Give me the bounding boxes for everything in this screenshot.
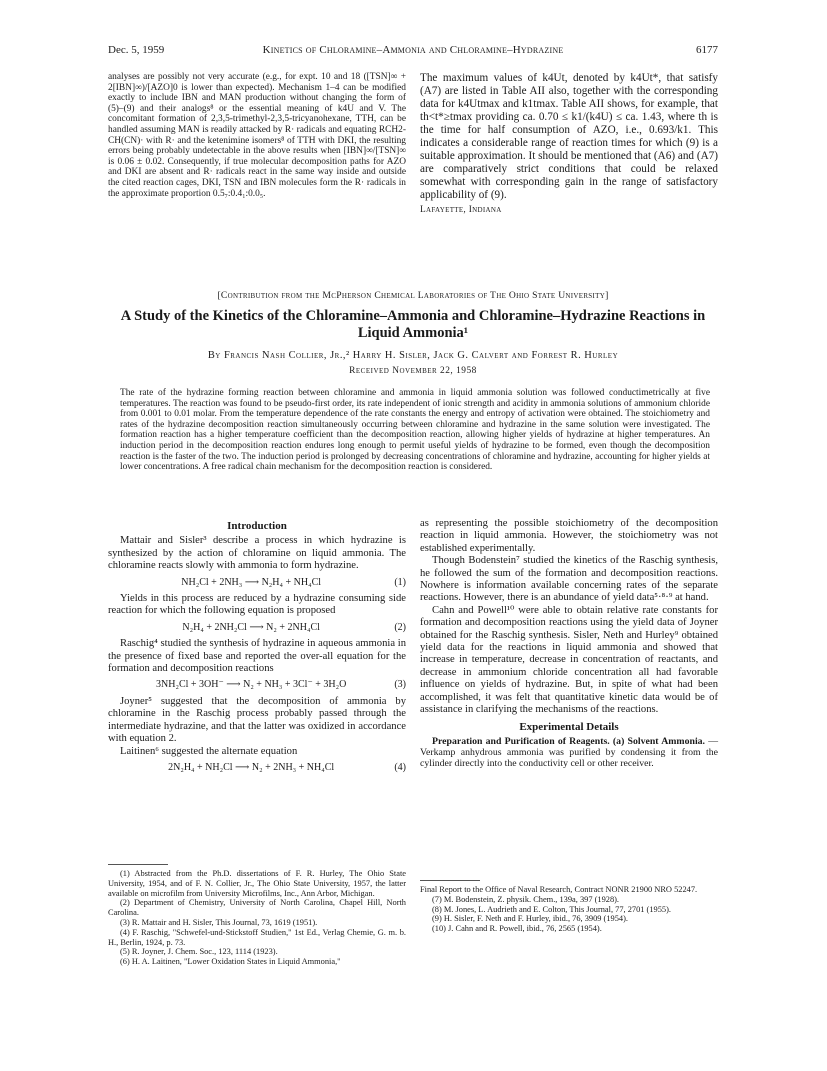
article-title: A Study of the Kinetics of the Chloramine–Ammonia and Chloramine–Hydrazine Reactions in Liquid Ammonia¹ <box>120 308 706 341</box>
abstract: The rate of the hydrazine forming reaction between chloramine and ammonia in liquid ammonia solution was followed conductimetrically at five temperatures. The reaction was found to be pseudo-first order, its rate independent of ionic strength and acidity in ammonia solutions of ammonium chloride from 0.001 to 0.01 molar. From the temperature dependence of the rate constants the energy and entropy of activation were obtained. The stoichiometry and rates of the hydrazine decomposition reaction simultaneously occurring between chloramine and hydrazine in the same solution were investigated. The formation reaction has a higher temperature coefficient than the decomposition reaction, allowing higher yields of hydrazine at higher temperatures. An induction period in the decomposition reaction endures long enough to permit useful yields of hydrazine to be formed, even though the decomposition reaction is the faster of the two. The induction period is prolonged by decreasing concentrations of chloramine and hydrazine, accounting for higher yields at lower concentrations. A free radical chain mechanism for the decomposition reaction is considered. <box>120 388 710 473</box>
experimental-subhead-a: (a) Solvent Ammonia. <box>612 735 706 747</box>
equation-3-text: 3NH₂Cl + 3OH⁻ ⟶ N₂ + NH₃ + 3Cl⁻ + 3H₂O <box>156 679 347 691</box>
experimental-paragraph-1-text: —Verkamp anhydrous ammonia was purified by condensing it from the cylinder directly into the conductivity cell or other receiver. <box>420 735 718 769</box>
footnote-1: (1) Abstracted from the Ph.D. dissertations of F. R. Hurley, The Ohio State University, 1954, and of F. N. Collier, Jr., The Ohio State University, 1957, the latter available on microfilm from University Microfilms, Inc., Ann Arbor, Michigan. <box>108 869 406 898</box>
equation-3 <box>108 679 406 691</box>
footnote-10: (10) J. Cahn and R. Powell, ibid., 76, 2565 (1954). <box>432 924 602 934</box>
equation-2 <box>108 622 406 634</box>
footnotes-left <box>108 869 406 967</box>
footnote-rule-right <box>420 880 480 881</box>
footnote-7: (7) M. Bodenstein, Z. physik. Chem., 139a, 397 (1928). <box>432 894 620 904</box>
footnotes-right <box>420 885 718 934</box>
header-page-number: 6177 <box>696 44 718 56</box>
footnote-6-continued: Final Report to the Office of Naval Research, Contract NONR 21900 NRO 52247. <box>420 885 698 894</box>
right-paragraph-2: Though Bodenstein⁷ studied the kinetics of the Raschig synthesis, he followed the sum of the formation and decomposition reactions. Nowhere is information available concerning rates of the separate reactions. However, there is an abundance of yield data⁵·⁸·⁹ at hand. <box>420 555 718 604</box>
prev-article-right-text: The maximum values of k4Ut, denoted by k4Ut*, that satisfy (A7) are listed in Table AII also, together with the corresponding data for k4Utmax and k1tmax. Table AII shows, for example, that th<t*≥tmax providing ca. 0.70 ≤ k1/(k4U) ≤ ca. 1.43, where th is the time for half consumption of AZO, i.e., 0.693/k1. This indicates a considerable range of reaction times for which (9) is a suitable approximation. It should be mentioned that (A6) and (A7) are comparatively strict conditions that could be relaxed somewhat with corresponding gain in the range of satisfactory applicability of (9). <box>420 72 718 201</box>
equation-1 <box>108 577 406 589</box>
right-paragraph-3: Cahn and Powell¹⁰ were able to obtain relative rate constants for formation and decomposition reactions using the yield data of Joyner obtained for the Raschig synthesis. Sisler, Neth and Hurley⁹ obtained yield data for the reactions in liquid ammonia and showed that increase in temperature, decrease in concentration of reactants, and decrease in ammonium chloride concentration all had favorable influence on yields of hydrazine. But, in spite of what had been accomplished, it was felt that quantitative kinetic data would be of assistance in clarifying the mechanisms of the reactions. <box>420 604 718 716</box>
footnote-4: (4) F. Raschig, "Schwefel-und-Stickstoff Studien," 1st Ed., Verlag Chemie, G. m. b. H., Berlin, 1924, p. 73. <box>108 927 406 947</box>
equation-1-text: NH₂Cl + 2NH₃ ⟶ N₂H₄ + NH₄Cl <box>181 576 322 588</box>
footnote-3: (3) R. Mattair and H. Sisler, This Journal, 73, 1619 (1951). <box>120 917 318 927</box>
received-date: Received November 22, 1958 <box>349 366 477 376</box>
footnote-6: (6) H. A. Laitinen, "Lower Oxidation States in Liquid Ammonia," <box>120 957 341 967</box>
equation-4-text: 2N₂H₄ + NH₂Cl ⟶ N₂ + 2NH₃ + NH₄Cl <box>168 761 335 773</box>
equation-1-number: (1) <box>394 576 406 588</box>
intro-paragraph-2: Yields in this process are reduced by a hydrazine consuming side reaction for which the following equation is proposed <box>108 593 406 617</box>
footnote-9: (9) H. Sisler, F. Neth and F. Hurley, ibid., 76, 3909 (1954). <box>432 914 628 924</box>
body-left-column <box>108 518 406 778</box>
prev-article-left-text: analyses are possibly not very accurate (e.g., for expt. 10 and 18 ([TSN]∞ + 2[IBN]∞)/[AZO]0 is lower than expected). Mechanism 1–4 can be modified exactly to include IBN and MAN production without changing the form of (5)–(9) and their analogs⁸ or the essential meaning of k4U and V. The concomitant formation of 2,3,5-trimethyl-2,3,5-tricyanohexane, TTH, can be handled assuming MAN is readily attacked by R· radicals and equating RCH2-CH(CN)· with R· and the ketenimine isomers⁸ of TTH with DKI, the resulting errors being probably undetectable in the above results when [IBN]∞/[TSN]∞ is 0.06 ± 0.02. Consequently, if true molecular decomposition paths for AZO and DKI are absent and R· radicals react in the same way inside and outside the cited reaction cages, DKI, TSN and IBN molecules form the R· radicals in the approximate proportion 0.5₇:0.4₁:0.0₅. <box>108 72 406 199</box>
equation-2-number: (2) <box>394 621 406 633</box>
running-header <box>108 44 718 60</box>
intro-paragraph-4: Joyner⁵ suggested that the decomposition of ammonia by chloramine in the Raschig process probably passed through the intermediate hydrazine, and that the latter was oxidized in accordance with equation 2. <box>108 695 406 745</box>
section-heading-introduction: Introduction <box>227 520 287 532</box>
header-running-title: Kinetics of Chloramine–Ammonia and Chloramine–Hydrazine <box>262 44 564 56</box>
prev-article-right-column <box>420 72 718 217</box>
right-paragraph-1: as representing the possible stoichiometry of the decomposition reaction in liquid ammonia. However, the stoichiometry was not established experimentally. <box>420 518 718 554</box>
experimental-paragraph-1 <box>420 736 718 769</box>
footnote-rule-left <box>108 864 168 865</box>
section-heading-experimental: Experimental Details <box>519 720 619 733</box>
intro-paragraph-3: Raschig⁴ studied the synthesis of hydrazine in aqueous ammonia in the presence of fixed base and reported the over-all equation for the formation and decomposition reactions <box>108 638 406 675</box>
experimental-subhead: Preparation and Purification of Reagents. <box>432 735 610 747</box>
footnote-8: (8) M. Jones, L. Audrieth and E. Colton, This Journal, 77, 2701 (1955). <box>432 904 671 914</box>
intro-paragraph-1: Mattair and Sisler³ describe a process in which hydrazine is synthesized by the action of chloramine on liquid ammonia. The chloramine reacts slowly with ammonia to form hydrazine. <box>108 535 406 572</box>
footnote-5: (5) R. Joyner, J. Chem. Soc., 123, 1114 (1923). <box>120 947 278 957</box>
equation-3-number: (3) <box>394 679 406 691</box>
header-date: Dec. 5, 1959 <box>108 44 165 56</box>
equation-4 <box>108 762 406 774</box>
body-right-column <box>420 518 718 769</box>
intro-paragraph-5: Laitinen⁶ suggested the alternate equation <box>120 745 298 757</box>
equation-4-number: (4) <box>394 761 406 773</box>
contribution-line: [Contribution from the McPherson Chemical Laboratories of The Ohio State University] <box>217 290 609 301</box>
equation-2-text: N₂H₄ + 2NH₂Cl ⟶ N₂ + 2NH₄Cl <box>182 621 320 633</box>
prev-article-location: Lafayette, Indiana <box>420 205 502 215</box>
prev-article-left-column <box>108 72 406 199</box>
footnote-2: (2) Department of Chemistry, University of North Carolina, Chapel Hill, North Carolina. <box>108 898 406 918</box>
article-authors: By Francis Nash Collier, Jr.,² Harry H. Sisler, Jack G. Calvert and Forrest R. Hurley <box>207 350 619 361</box>
